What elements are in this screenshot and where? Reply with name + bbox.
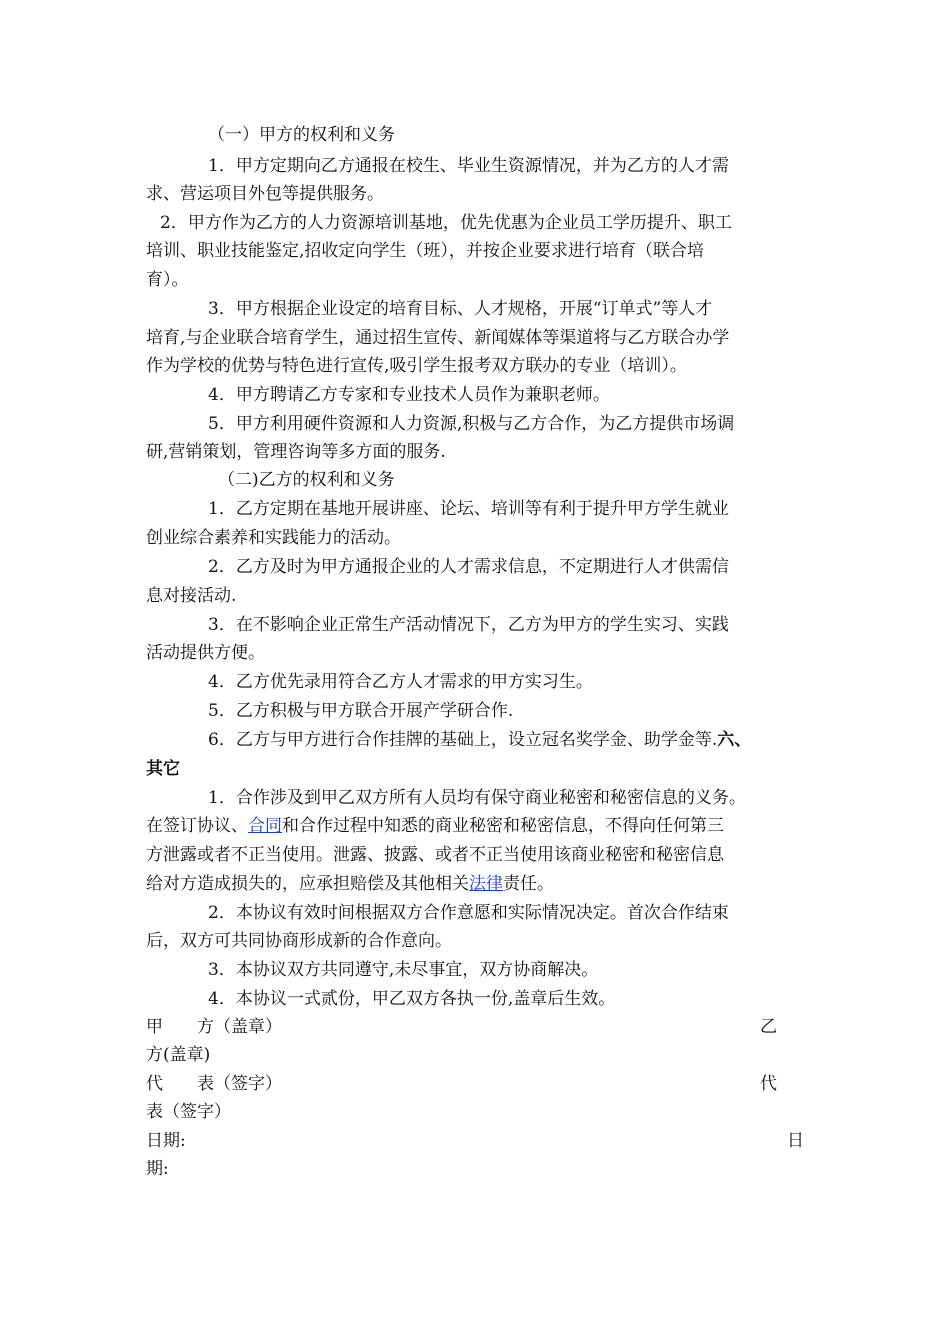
law-link[interactable]: 法律 <box>469 874 503 894</box>
party-b-date-label: 期: <box>146 1159 169 1179</box>
paragraph-text: 给对方造成损失的，应承担赔偿及其他相关 <box>146 874 469 894</box>
paragraph-line: 求、营运项目外包等提供服务。 <box>146 184 384 204</box>
paragraph-line: 4．乙方优先录用符合乙方人才需求的甲方实习生。 <box>208 672 593 692</box>
section-one-heading: （一）甲方的权利和义务 <box>208 125 395 145</box>
paragraph-line: 3．本协议双方共同遵守,未尽事宜，双方协商解决。 <box>208 960 599 980</box>
paragraph-text: 在签订协议、 <box>146 816 248 836</box>
paragraph-line: 5．乙方积极与甲方联合开展产学研合作. <box>208 701 514 721</box>
section-two-heading: （二)乙方的权利和义务 <box>218 470 395 490</box>
paragraph-line: 5．甲方利用硬件资源和人力资源,积极与乙方合作，为乙方提供市场调 <box>208 414 735 434</box>
paragraph-line: 育）。 <box>146 270 189 290</box>
paragraph-line: 研,营销策划，管理咨询等多方面的服务. <box>146 442 446 462</box>
party-b-rep-label: 代 <box>760 1074 777 1094</box>
paragraph-line: 3．在不影响企业正常生产活动情况下，乙方为甲方的学生实习、实践 <box>208 615 729 635</box>
paragraph-line: 作为学校的优势与特色进行宣传,吸引学生报考双方联办的专业（培训）。 <box>146 356 687 376</box>
paragraph-text: 和合作过程中知悉的商业秘密和秘密信息，不得向任何第三 <box>282 816 724 836</box>
paragraph-line: 4．甲方聘请乙方专家和专业技术人员作为兼职老师。 <box>208 385 610 405</box>
party-a-seal-label: 甲 方（盖章） <box>146 1017 282 1037</box>
paragraph-line: 培育,与企业联合培育学生，通过招生宣传、新闻媒体等渠道将与乙方联合办学 <box>146 328 730 348</box>
paragraph-line: 2．本协议有效时间根据双方合作意愿和实际情况决定。首次合作结束 <box>208 903 729 923</box>
paragraph-line: 2．乙方及时为甲方通报企业的人才需求信息，不定期进行人才供需信 <box>208 557 729 577</box>
party-b-rep-label: 表（签字） <box>146 1102 231 1122</box>
party-b-seal-label: 乙 <box>760 1017 777 1037</box>
party-a-date-label: 日期: <box>146 1131 186 1151</box>
paragraph-line: 方泄露或者不正当使用。泄露、披露、或者不正当使用该商业秘密和秘密信息 <box>146 845 724 865</box>
section-six-heading: 其它 <box>146 759 180 779</box>
paragraph-line <box>146 812 724 840</box>
party-b-date-label: 日 <box>787 1131 804 1151</box>
paragraph-line: 培训、职业技能鉴定,招收定向学生（班），并按企业要求进行培育（联合培 <box>146 241 704 261</box>
paragraph-line: 4．本协议一式贰份，甲乙双方各执一份,盖章后生效。 <box>208 989 616 1009</box>
paragraph-line: 1．甲方定期向乙方通报在校生、毕业生资源情况，并为乙方的人才需 <box>208 156 729 176</box>
paragraph-line: 创业综合素养和实践能力的活动。 <box>146 528 401 548</box>
party-a-rep-label: 代 表（签字） <box>146 1074 282 1094</box>
section-six-number: 六、 <box>717 730 752 750</box>
paragraph-line: 1．合作涉及到甲乙双方所有人员均有保守商业秘密和秘密信息的义务。 <box>208 788 746 808</box>
paragraph-line: 1．乙方定期在基地开展讲座、论坛、培训等有利于提升甲方学生就业 <box>208 499 729 519</box>
paragraph-line: 2．甲方作为乙方的人力资源培训基地，优先优惠为企业员工学历提升、职工 <box>160 213 732 233</box>
paragraph-text: 6．乙方与甲方进行合作挂牌的基础上，设立冠名奖学金、助学金等. <box>208 730 718 750</box>
paragraph-line: 活动提供方便。 <box>146 643 265 663</box>
party-b-seal-label: 方(盖章) <box>146 1045 211 1065</box>
paragraph-text: 责任。 <box>503 874 554 894</box>
paragraph-line: 3．甲方根据企业设定的培育目标、人才规格，开展“订单式”等人才 <box>208 299 713 319</box>
paragraph-line <box>208 726 751 754</box>
paragraph-line: 后，双方可共同协商形成新的合作意向。 <box>146 931 452 951</box>
contract-link[interactable]: 合同 <box>248 816 282 836</box>
paragraph-line: 息对接活动. <box>146 586 237 606</box>
paragraph-line <box>146 870 554 898</box>
